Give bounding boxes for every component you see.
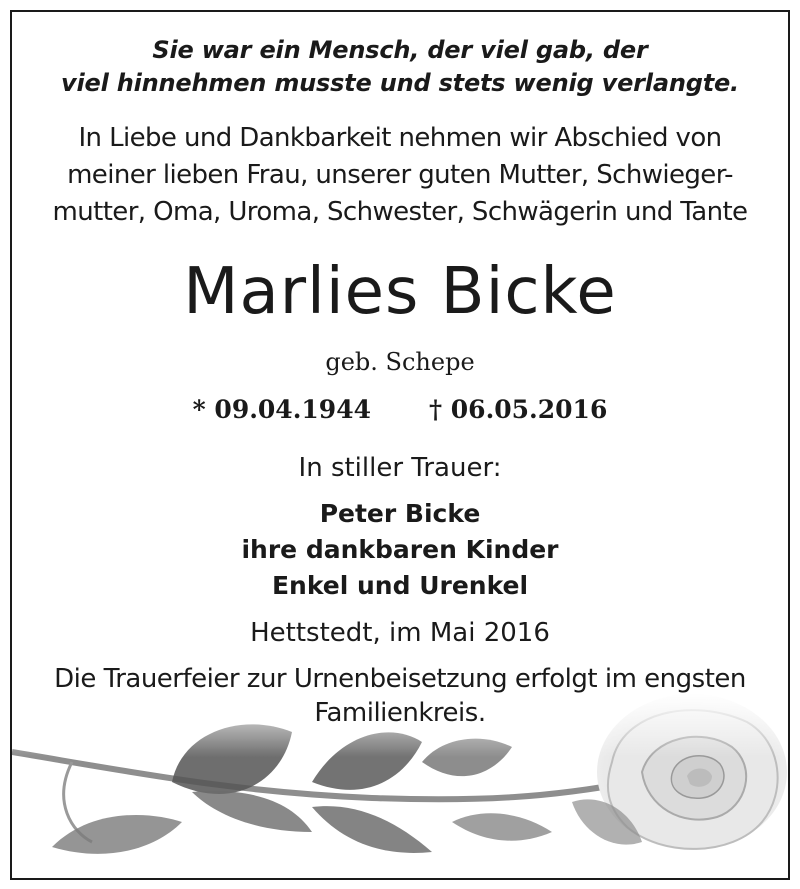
place-date: Hettstedt, im Mai 2016 <box>250 618 550 648</box>
obituary-card <box>10 10 790 880</box>
notice-line: Familienkreis. <box>314 698 486 728</box>
farewell-text <box>12 120 788 231</box>
birth-date: * 09.04.1944 <box>192 395 371 424</box>
mourner: Peter Bicke <box>319 499 481 528</box>
motto-line: Sie war ein Mensch, der viel gab, der <box>152 36 648 64</box>
maiden-name: geb. Schepe <box>325 348 475 376</box>
funeral-notice <box>12 662 788 730</box>
farewell-line: meiner lieben Frau, unserer guten Mutter, Schwieger- <box>67 160 733 190</box>
motto-line: viel hinnehmen musste und stets wenig verlangte. <box>61 69 739 97</box>
deceased-name: Marlies Bicke <box>183 255 617 329</box>
mourners-list <box>12 496 788 604</box>
notice-line: Die Trauerfeier zur Urnenbeisetzung erfolgt im engsten <box>54 664 746 694</box>
farewell-line: mutter, Oma, Uroma, Schwester, Schwägerin und Tante <box>52 197 748 227</box>
death-date: † 06.05.2016 <box>429 395 608 424</box>
farewell-line: In Liebe und Dankbarkeit nehmen wir Abschied von <box>78 123 722 153</box>
mourner: Enkel und Urenkel <box>271 571 529 600</box>
mourning-label: In stiller Trauer: <box>298 453 502 483</box>
life-dates <box>12 393 788 427</box>
mourner: ihre dankbaren Kinder <box>241 535 559 564</box>
motto <box>12 34 788 100</box>
